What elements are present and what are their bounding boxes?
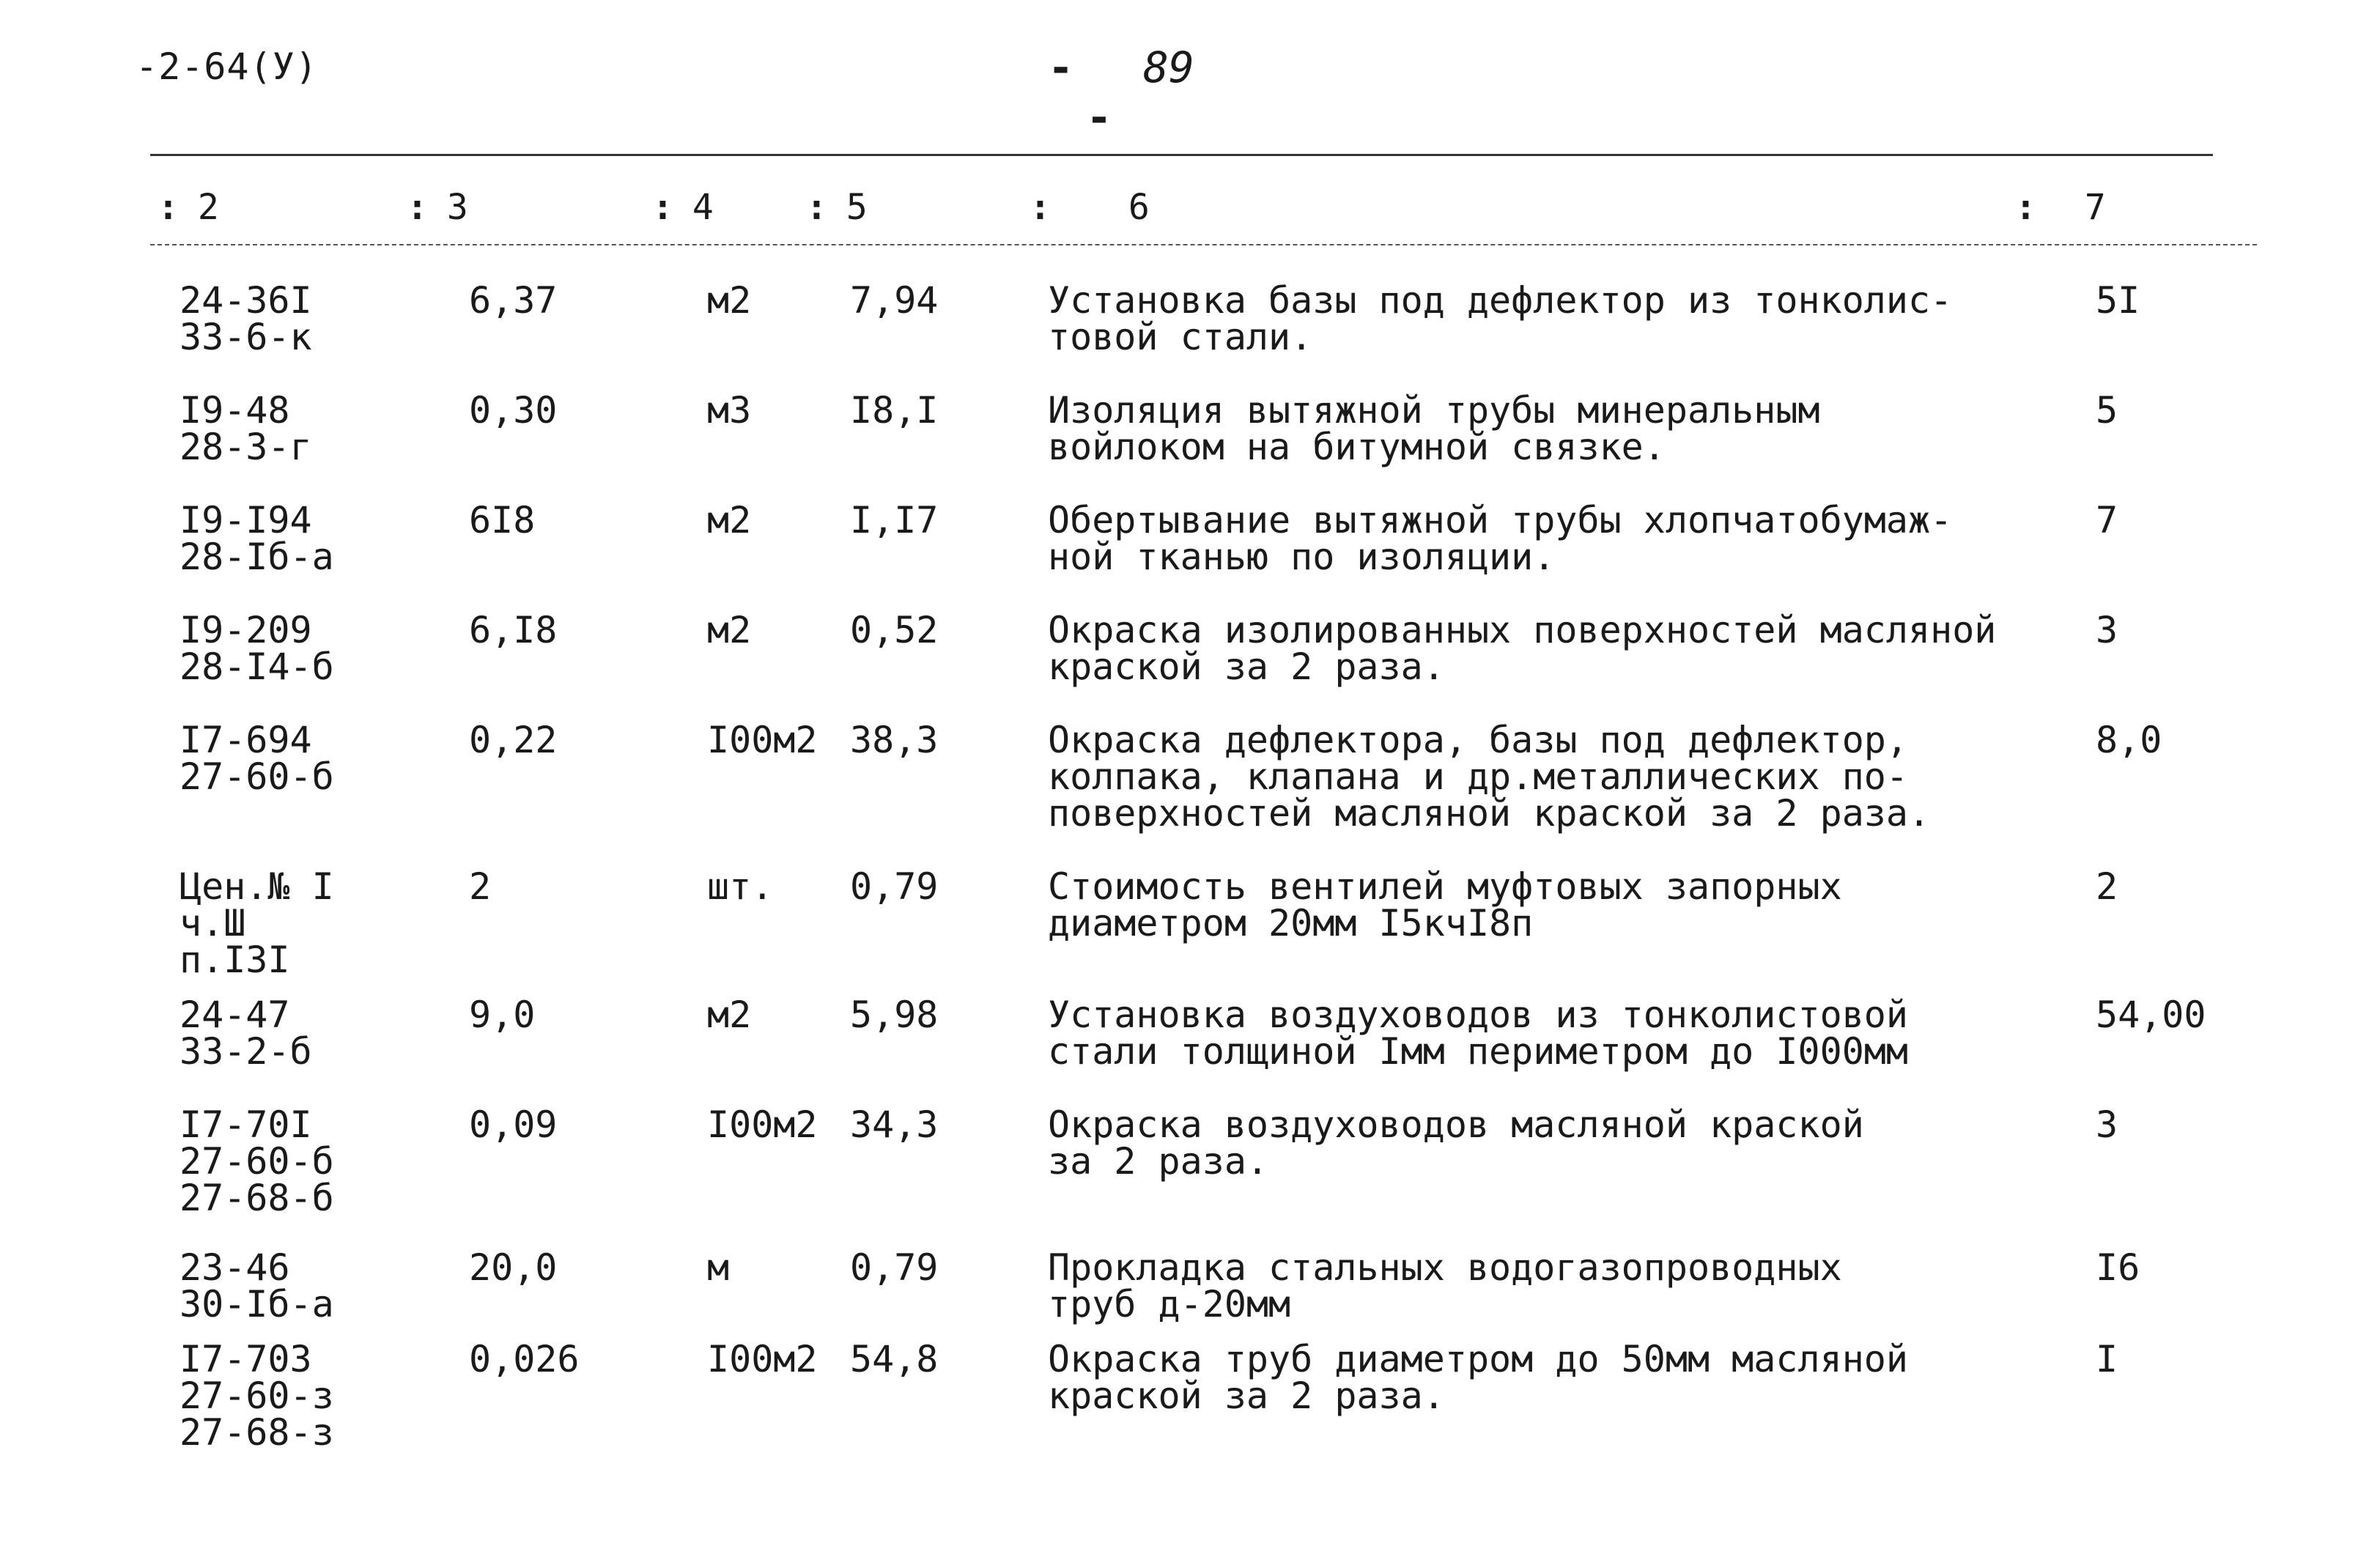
cell-price: I,I7	[850, 499, 939, 541]
cell-price: 34,3	[850, 1103, 939, 1146]
cell-code-line: 28-I4-б	[180, 646, 334, 688]
table-top-rule	[150, 154, 2213, 156]
page-number-value: 89	[1143, 42, 1194, 92]
cell-description-line: поверхностей масляной краской за 2 раза.	[1048, 792, 1931, 835]
cell-description-line: Окраска дефлектора, базы под дефлектор,	[1048, 719, 1908, 761]
cell-unit: м2	[707, 994, 752, 1036]
cell-description-line: Установка воздуховодов из тонколистовой	[1048, 994, 1908, 1036]
cell-price: 5,98	[850, 994, 939, 1036]
cell-total: 2	[2096, 865, 2118, 908]
cell-description	[1048, 389, 2022, 468]
column-header-6: : 6	[1030, 187, 1150, 228]
cell-code-line: I7-703	[180, 1338, 312, 1380]
cell-unit: м2	[707, 609, 752, 651]
cell-unit: м3	[707, 389, 752, 432]
cell-description	[1048, 609, 2022, 688]
column-header-5: : 5	[806, 187, 868, 228]
cell-price: 0,52	[850, 609, 939, 651]
cell-description	[1048, 1338, 2022, 1417]
cell-quantity: 9,0	[469, 994, 536, 1036]
cell-code-line: 27-68-з	[180, 1411, 334, 1454]
cell-code-line: 23-46	[180, 1246, 290, 1289]
cell-description-line: диаметром 20мм I5кчI8п	[1048, 902, 1534, 944]
cell-code-line: I7-694	[180, 719, 312, 761]
cell-code-line: 27-68-б	[180, 1177, 334, 1219]
cell-description-line: стали толщиной Iмм периметром до I000мм	[1048, 1030, 1908, 1073]
cell-description-line: за 2 раза.	[1048, 1140, 1269, 1183]
cell-quantity: 0,09	[469, 1103, 558, 1146]
cell-description	[1048, 865, 2022, 944]
cell-unit: I00м2	[707, 1338, 818, 1380]
cell-total: 8,0	[2096, 719, 2162, 761]
cell-total: 7	[2096, 499, 2118, 541]
cell-code-line: 27-60-б	[180, 755, 334, 798]
cell-code-line: I9-209	[180, 609, 312, 651]
page-number	[938, 42, 1260, 142]
cell-description-line: краской за 2 раза.	[1048, 1375, 1445, 1417]
cell-description	[1048, 1103, 2022, 1183]
cell-code-line: 27-60-б	[180, 1140, 334, 1183]
cell-total: 3	[2096, 1103, 2118, 1146]
cell-description	[1048, 499, 2022, 578]
cell-description-line: товой стали.	[1048, 316, 1313, 358]
cell-code-line: 28-3-г	[180, 426, 312, 468]
cell-price: 0,79	[850, 865, 939, 908]
cell-quantity: 0,22	[469, 719, 558, 761]
cell-description-line: труб д-20мм	[1048, 1283, 1291, 1325]
document-code: -2-64(У)	[136, 45, 318, 88]
cell-quantity: 2	[469, 865, 492, 908]
cell-description-line: войлоком на битумной связке.	[1048, 426, 1666, 468]
cell-description-line: Обертывание вытяжной трубы хлопчатобумаж-	[1048, 499, 1953, 541]
cell-price: 0,79	[850, 1246, 939, 1289]
cell-code-line: 24-36I	[180, 279, 312, 322]
cell-price: I8,I	[850, 389, 939, 432]
cell-code-line: п.I3I	[180, 939, 290, 981]
cell-total: I6	[2096, 1246, 2140, 1289]
cell-description-line: Установка базы под дефлектор из тонколис-	[1048, 279, 1953, 322]
cell-code	[180, 1103, 334, 1219]
cell-code	[180, 389, 312, 468]
cell-code-line: I7-70I	[180, 1103, 312, 1146]
cell-code-line: Цен.№ I	[180, 865, 334, 908]
cell-description	[1048, 719, 2022, 835]
cell-price: 7,94	[850, 279, 939, 322]
cell-code	[180, 865, 334, 981]
column-header-3: : 3	[407, 187, 468, 228]
column-header-7: : 7	[2015, 187, 2106, 228]
table-header-rule	[150, 244, 2257, 245]
cell-total: 5I	[2096, 279, 2140, 322]
cell-code	[180, 994, 312, 1073]
cell-quantity: 20,0	[469, 1246, 558, 1289]
cell-description	[1048, 279, 2022, 358]
cell-quantity: 6I8	[469, 499, 536, 541]
cell-code-line: I9-48	[180, 389, 290, 432]
cell-price: 38,3	[850, 719, 939, 761]
cell-code-line: 33-2-б	[180, 1030, 312, 1073]
cell-code	[180, 279, 312, 358]
cell-code-line: ч.Ш	[180, 902, 246, 944]
cell-code	[180, 1246, 334, 1325]
cell-description-line: краской за 2 раза.	[1048, 646, 1445, 688]
cell-description	[1048, 994, 2022, 1073]
cell-total: 54,00	[2096, 994, 2206, 1036]
cell-code	[180, 719, 334, 798]
cell-description-line: Окраска изолированных поверхностей масляной	[1048, 609, 1997, 651]
cell-description-line: колпака, клапана и др.металлических по-	[1048, 755, 1908, 798]
cell-total: 5	[2096, 389, 2118, 432]
cell-code	[180, 499, 334, 578]
cell-description-line: Прокладка стальных водогазопроводных	[1048, 1246, 1842, 1289]
page-number-dash-right: -	[1086, 92, 1112, 142]
cell-unit: I00м2	[707, 1103, 818, 1146]
cell-unit: I00м2	[707, 719, 818, 761]
cell-unit: м	[707, 1246, 730, 1289]
cell-code-line: 33-6-к	[180, 316, 312, 358]
column-header-4: : 4	[652, 187, 714, 228]
cell-description-line: Стоимость вентилей муфтовых запорных	[1048, 865, 1842, 908]
cell-description-line: Окраска воздуховодов масляной краской	[1048, 1103, 1864, 1146]
cell-total: 3	[2096, 609, 2118, 651]
cell-description-line: Окраска труб диаметром до 50мм масляной	[1048, 1338, 1908, 1380]
cell-code-line: 27-60-з	[180, 1375, 334, 1417]
cell-code-line: 24-47	[180, 994, 290, 1036]
cell-quantity: 6,37	[469, 279, 558, 322]
cell-quantity: 6,I8	[469, 609, 558, 651]
cell-price: 54,8	[850, 1338, 939, 1380]
cell-unit: м2	[707, 279, 752, 322]
column-header-2: : 2	[158, 187, 219, 228]
cell-description	[1048, 1246, 2022, 1325]
cell-unit: шт.	[707, 865, 774, 908]
cell-code	[180, 1338, 334, 1454]
cell-unit: м2	[707, 499, 752, 541]
cell-quantity: 0,026	[469, 1338, 580, 1380]
cell-quantity: 0,30	[469, 389, 558, 432]
cell-description-line: ной тканью по изоляции.	[1048, 536, 1556, 578]
cell-code	[180, 609, 334, 688]
cell-code-line: 28-Iб-а	[180, 536, 334, 578]
cell-code-line: I9-I94	[180, 499, 312, 541]
page-number-dash-left: -	[1048, 42, 1074, 92]
cell-total: I	[2096, 1338, 2118, 1380]
cell-code-line: 30-Iб-а	[180, 1283, 334, 1325]
cell-description-line: Изоляция вытяжной трубы минеральным	[1048, 389, 1820, 432]
